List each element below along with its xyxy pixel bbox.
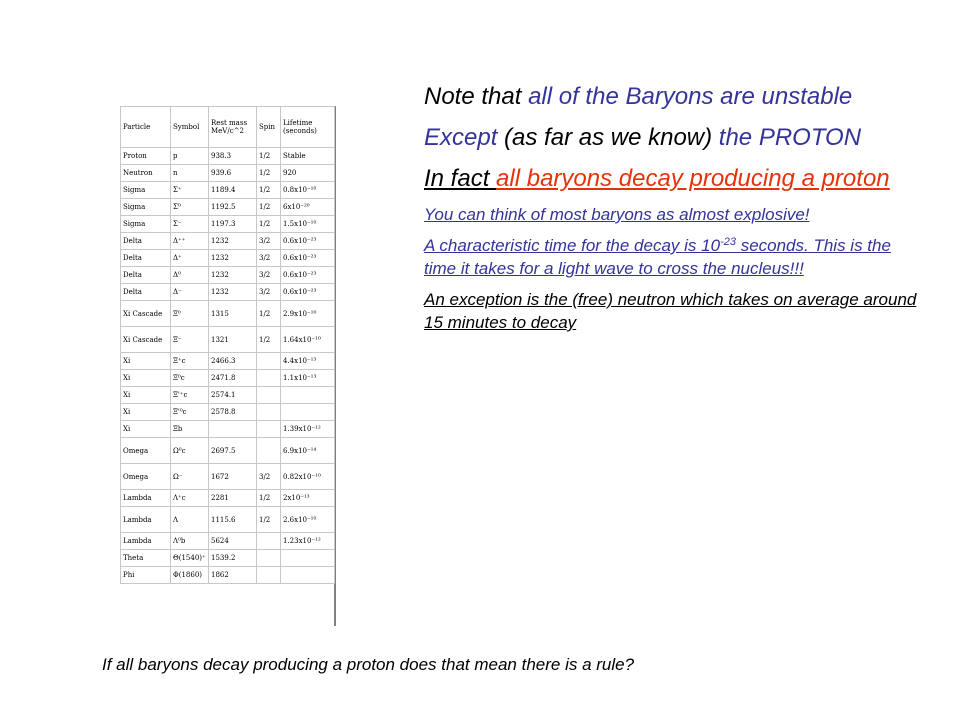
cell-particle: Xi: [121, 404, 171, 421]
cell-symbol: Ξ⁰: [171, 301, 209, 327]
cell-symbol: Δ⁰: [171, 267, 209, 284]
cell-lifetime: 2.9x10⁻¹⁰: [281, 301, 335, 327]
cell-particle: Xi: [121, 353, 171, 370]
note-except-lead: Except: [424, 124, 505, 151]
cell-symbol: Ω⁻: [171, 464, 209, 490]
cell-mass: 1315: [209, 301, 257, 327]
cell-lifetime: Stable: [281, 148, 335, 165]
cell-symbol: Ξ⁰c: [171, 370, 209, 387]
cell-spin: 3/2: [257, 464, 281, 490]
cell-spin: 1/2: [257, 182, 281, 199]
cell-symbol: Ξ'⁺c: [171, 387, 209, 404]
cell-particle: Proton: [121, 148, 171, 165]
table-row: [121, 533, 335, 550]
cell-lifetime: 2x10⁻¹³: [281, 490, 335, 507]
cell-lifetime: 0.82x10⁻¹⁰: [281, 464, 335, 490]
cell-symbol: Δ⁻: [171, 284, 209, 301]
note-time-exponent: -23: [720, 236, 736, 248]
cell-mass: 1232: [209, 284, 257, 301]
table-row: [121, 438, 335, 464]
table-row: [121, 507, 335, 533]
note-characteristic-time: [424, 234, 924, 280]
note-time-rest: seconds. This is the time it takes for a light wave to cross the nucleus!!!: [424, 236, 891, 278]
table-row: [121, 165, 335, 182]
cell-lifetime: 1.23x10⁻¹²: [281, 533, 335, 550]
cell-particle: Delta: [121, 250, 171, 267]
table-row: [121, 387, 335, 404]
cell-spin: 1/2: [257, 301, 281, 327]
note-unstable: [424, 80, 924, 113]
cell-mass: 1672: [209, 464, 257, 490]
table-row: [121, 233, 335, 250]
cell-spin: 1/2: [257, 199, 281, 216]
cell-mass: 1192.5: [209, 199, 257, 216]
cell-lifetime: 0.8x10⁻¹⁰: [281, 182, 335, 199]
cell-symbol: Ω⁰c: [171, 438, 209, 464]
header-symbol: Symbol: [171, 107, 209, 148]
cell-lifetime: 4.4x10⁻¹³: [281, 353, 335, 370]
cell-particle: Delta: [121, 233, 171, 250]
cell-particle: Theta: [121, 550, 171, 567]
cell-spin: 3/2: [257, 267, 281, 284]
cell-symbol: Λ⁺c: [171, 490, 209, 507]
cell-mass: 939.6: [209, 165, 257, 182]
cell-spin: [257, 567, 281, 584]
cell-lifetime: 6x10⁻²⁰: [281, 199, 335, 216]
table-row: [121, 284, 335, 301]
cell-spin: 1/2: [257, 165, 281, 182]
cell-particle: Omega: [121, 438, 171, 464]
cell-symbol: Ξb: [171, 421, 209, 438]
table-row: [121, 421, 335, 438]
cell-particle: Sigma: [121, 216, 171, 233]
table-row: [121, 182, 335, 199]
cell-spin: [257, 353, 281, 370]
cell-spin: [257, 404, 281, 421]
cell-symbol: Σ⁻: [171, 216, 209, 233]
cell-spin: [257, 421, 281, 438]
cell-spin: [257, 550, 281, 567]
cell-symbol: Ξ'⁰c: [171, 404, 209, 421]
cell-particle: Xi: [121, 387, 171, 404]
cell-particle: Xi Cascade: [121, 301, 171, 327]
cell-mass: 1189.4: [209, 182, 257, 199]
cell-lifetime: 920: [281, 165, 335, 182]
cell-particle: Sigma: [121, 199, 171, 216]
cell-particle: Xi: [121, 370, 171, 387]
cell-particle: Phi: [121, 567, 171, 584]
cell-mass: 1232: [209, 233, 257, 250]
cell-spin: [257, 370, 281, 387]
table-row: [121, 199, 335, 216]
table-row: [121, 353, 335, 370]
header-rest-mass: Rest mass MeV/c^2: [209, 107, 257, 148]
note-explosive: You can think of most baryons as almost explosive!: [424, 205, 810, 224]
cell-symbol: Δ⁺⁺: [171, 233, 209, 250]
note-except-proton: the PROTON: [718, 124, 862, 151]
cell-mass: 1539.2: [209, 550, 257, 567]
cell-mass: 1232: [209, 267, 257, 284]
cell-symbol: Ξ⁺c: [171, 353, 209, 370]
cell-mass: 1321: [209, 327, 257, 353]
cell-spin: [257, 533, 281, 550]
cell-lifetime: 1.39x10⁻¹²: [281, 421, 335, 438]
note-unstable-lead: Note that: [424, 83, 529, 110]
cell-mass: 2281: [209, 490, 257, 507]
header-particle: Particle: [121, 107, 171, 148]
cell-mass: 2466.3: [209, 353, 257, 370]
note-time-lead: A characteristic time for the decay is 10: [424, 236, 721, 255]
table-row: [121, 267, 335, 284]
cell-mass: 1197.3: [209, 216, 257, 233]
cell-particle: Xi Cascade: [121, 327, 171, 353]
cell-spin: 1/2: [257, 490, 281, 507]
cell-lifetime: 1.5x10⁻¹⁰: [281, 216, 335, 233]
note-in-fact-lead: In fact: [424, 165, 497, 192]
cell-lifetime: 2.6x10⁻¹⁰: [281, 507, 335, 533]
table-row: [121, 216, 335, 233]
header-spin: Spin: [257, 107, 281, 148]
note-neutron-exception: An exception is the (free) neutron which takes on average around 15 minutes to decay: [424, 290, 917, 332]
cell-particle: Sigma: [121, 182, 171, 199]
table-row: [121, 301, 335, 327]
cell-symbol: n: [171, 165, 209, 182]
cell-symbol: Σ⁺: [171, 182, 209, 199]
cell-lifetime: [281, 387, 335, 404]
cell-mass: 1862: [209, 567, 257, 584]
cell-lifetime: 1.1x10⁻¹³: [281, 370, 335, 387]
table-header-row: [121, 107, 335, 148]
cell-spin: 3/2: [257, 284, 281, 301]
cell-spin: [257, 438, 281, 464]
note-except-aside: (as far as we know): [504, 124, 719, 151]
cell-mass: 2578.8: [209, 404, 257, 421]
cell-lifetime: 6.9x10⁻¹⁴: [281, 438, 335, 464]
cell-mass: 1115.6: [209, 507, 257, 533]
cell-mass: 2471.8: [209, 370, 257, 387]
cell-lifetime: 0.6x10⁻²³: [281, 250, 335, 267]
cell-mass: 5624: [209, 533, 257, 550]
cell-symbol: Ξ⁻: [171, 327, 209, 353]
cell-lifetime: [281, 567, 335, 584]
cell-mass: 2574.1: [209, 387, 257, 404]
cell-mass: 938.3: [209, 148, 257, 165]
cell-symbol: Θ(1540)⁺: [171, 550, 209, 567]
table-row: [121, 250, 335, 267]
cell-spin: 1/2: [257, 327, 281, 353]
cell-spin: 3/2: [257, 250, 281, 267]
table-row: [121, 148, 335, 165]
cell-particle: Lambda: [121, 533, 171, 550]
cell-mass: 2697.5: [209, 438, 257, 464]
cell-lifetime: [281, 404, 335, 421]
cell-symbol: p: [171, 148, 209, 165]
table-row: [121, 550, 335, 567]
note-except: [424, 121, 924, 154]
baryon-table-image: [120, 106, 336, 626]
cell-particle: Neutron: [121, 165, 171, 182]
cell-particle: Delta: [121, 284, 171, 301]
cell-symbol: Δ⁺: [171, 250, 209, 267]
baryon-table: [120, 106, 335, 584]
question-text: If all baryons decay producing a proton does that mean there is a rule?: [102, 655, 635, 674]
cell-particle: Xi: [121, 421, 171, 438]
cell-lifetime: 0.6x10⁻²³: [281, 267, 335, 284]
cell-mass: 1232: [209, 250, 257, 267]
cell-particle: Omega: [121, 464, 171, 490]
cell-lifetime: [281, 550, 335, 567]
note-unstable-rest: all of the Baryons are unstable: [528, 83, 853, 110]
cell-spin: 1/2: [257, 148, 281, 165]
note-in-fact: [424, 162, 924, 195]
cell-symbol: Σ⁰: [171, 199, 209, 216]
cell-spin: 1/2: [257, 216, 281, 233]
cell-particle: Lambda: [121, 490, 171, 507]
cell-symbol: Λ: [171, 507, 209, 533]
note-in-fact-rest: all baryons decay producing a proton: [496, 165, 890, 192]
header-lifetime: Lifetime (seconds): [281, 107, 335, 148]
cell-mass: [209, 421, 257, 438]
cell-spin: 3/2: [257, 233, 281, 250]
table-row: [121, 370, 335, 387]
table-row: [121, 464, 335, 490]
cell-particle: Delta: [121, 267, 171, 284]
cell-symbol: Λ⁰b: [171, 533, 209, 550]
cell-lifetime: 0.6x10⁻²³: [281, 233, 335, 250]
table-row: [121, 404, 335, 421]
cell-particle: Lambda: [121, 507, 171, 533]
cell-spin: [257, 387, 281, 404]
table-row: [121, 567, 335, 584]
table-row: [121, 327, 335, 353]
cell-lifetime: 0.6x10⁻²³: [281, 284, 335, 301]
notes-block: [424, 80, 924, 342]
table-row: [121, 490, 335, 507]
cell-spin: 1/2: [257, 507, 281, 533]
cell-symbol: Φ(1860): [171, 567, 209, 584]
cell-lifetime: 1.64x10⁻¹⁰: [281, 327, 335, 353]
